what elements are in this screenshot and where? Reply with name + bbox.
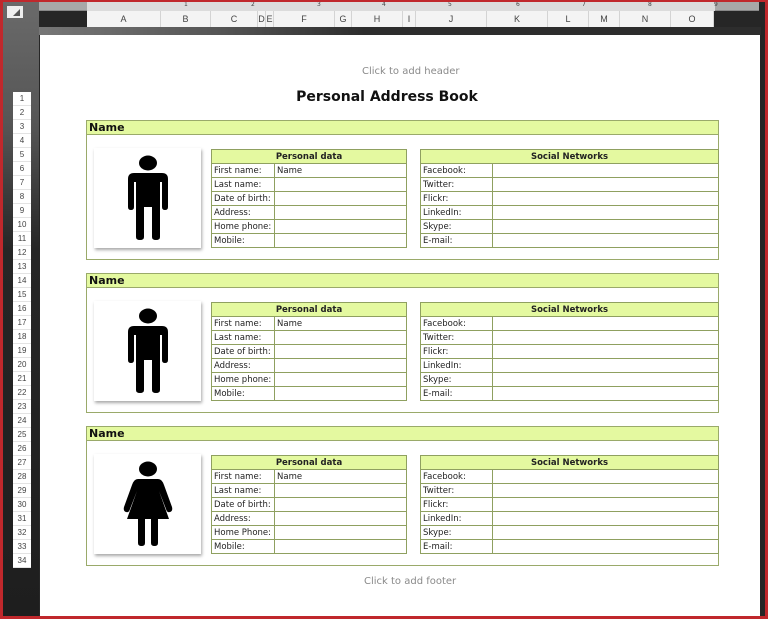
field-label: Address:: [212, 359, 275, 373]
row-header[interactable]: 8: [13, 190, 31, 204]
field-value-cell[interactable]: [275, 387, 407, 401]
field-value-cell[interactable]: [493, 331, 719, 345]
contact-name-bar[interactable]: Name: [87, 274, 718, 288]
table-row: [212, 498, 407, 512]
ruler-number: 3: [317, 1, 321, 8]
table-row: [421, 470, 719, 484]
footer-placeholder[interactable]: Click to add footer: [364, 576, 457, 587]
column-header-n[interactable]: N: [620, 11, 671, 27]
table-row: [212, 526, 407, 540]
field-value-cell[interactable]: [275, 373, 407, 387]
field-value-cell[interactable]: [275, 178, 407, 192]
field-value-cell[interactable]: [493, 540, 719, 554]
field-label: E-mail:: [421, 540, 493, 554]
table-row: [212, 512, 407, 526]
column-header-e[interactable]: E: [266, 11, 274, 27]
table-heading: Social Networks: [421, 456, 719, 470]
column-header-b[interactable]: B: [161, 11, 211, 27]
field-label: First name:: [212, 164, 275, 178]
field-label: Mobile:: [212, 234, 275, 248]
row-header[interactable]: 1: [13, 92, 31, 106]
field-value-cell[interactable]: [275, 331, 407, 345]
field-value-cell[interactable]: Name: [275, 317, 407, 331]
contact-photo[interactable]: [94, 301, 201, 401]
table-row: [212, 317, 407, 331]
row-header[interactable]: 7: [13, 176, 31, 190]
row-headers: [13, 92, 31, 568]
row-header[interactable]: 2: [13, 106, 31, 120]
field-label: Facebook:: [421, 164, 493, 178]
table-row: [212, 470, 407, 484]
table-heading: Personal data: [212, 303, 407, 317]
field-value-cell[interactable]: [275, 220, 407, 234]
field-label: Facebook:: [421, 317, 493, 331]
field-value-cell[interactable]: [275, 192, 407, 206]
column-header-c[interactable]: C: [211, 11, 258, 27]
field-value-cell[interactable]: [275, 512, 407, 526]
field-label: Mobile:: [212, 540, 275, 554]
table-row: [212, 359, 407, 373]
field-value-cell[interactable]: [493, 178, 719, 192]
field-label: Last name:: [212, 178, 275, 192]
table-heading: Social Networks: [421, 303, 719, 317]
row-header[interactable]: 21: [13, 372, 31, 386]
social-networks-table: [420, 149, 719, 248]
field-value-cell[interactable]: [275, 484, 407, 498]
table-row: [421, 373, 719, 387]
header-placeholder[interactable]: Click to add header: [362, 66, 460, 77]
field-value-cell[interactable]: [493, 192, 719, 206]
horizontal-ruler: [39, 2, 759, 11]
field-value-cell[interactable]: [493, 470, 719, 484]
field-label: Last name:: [212, 484, 275, 498]
table-row: [421, 331, 719, 345]
contact-photo[interactable]: [94, 454, 201, 554]
table-row: [212, 206, 407, 220]
personal-data-table: [211, 149, 407, 248]
field-label: Twitter:: [421, 331, 493, 345]
ruler-number: 6: [516, 1, 520, 8]
select-all-button[interactable]: [7, 6, 23, 18]
table-heading: Social Networks: [421, 150, 719, 164]
row-header[interactable]: 9: [13, 204, 31, 218]
row-header[interactable]: 30: [13, 498, 31, 512]
field-value-cell[interactable]: [493, 484, 719, 498]
contact-card: [86, 426, 719, 566]
table-row: [212, 164, 407, 178]
contact-card: [86, 273, 719, 413]
table-row: [212, 540, 407, 554]
table-row: [421, 178, 719, 192]
field-label: First name:: [212, 470, 275, 484]
page-top-margin: [39, 27, 761, 35]
field-label: LinkedIn:: [421, 359, 493, 373]
social-networks-table: [420, 455, 719, 554]
ruler-number: 8: [648, 1, 652, 8]
field-label: E-mail:: [421, 234, 493, 248]
ruler-page-area: [87, 2, 715, 11]
table-row: [212, 220, 407, 234]
column-header-h[interactable]: H: [352, 11, 403, 27]
field-label: Address:: [212, 206, 275, 220]
column-header-i[interactable]: I: [403, 11, 416, 27]
table-row: [421, 206, 719, 220]
field-value-cell[interactable]: [275, 359, 407, 373]
row-header[interactable]: 4: [13, 134, 31, 148]
table-row: [421, 345, 719, 359]
field-value-cell[interactable]: [275, 498, 407, 512]
row-header[interactable]: 10: [13, 218, 31, 232]
field-value-cell[interactable]: [275, 234, 407, 248]
row-header[interactable]: 31: [13, 512, 31, 526]
field-label: Home phone:: [212, 220, 275, 234]
table-row: [421, 387, 719, 401]
field-value-cell[interactable]: [275, 206, 407, 220]
field-label: First name:: [212, 317, 275, 331]
row-header[interactable]: 22: [13, 386, 31, 400]
field-label: E-mail:: [421, 387, 493, 401]
table-row: [212, 345, 407, 359]
row-header[interactable]: 27: [13, 456, 31, 470]
column-header-o[interactable]: O: [671, 11, 714, 27]
male-person-icon: [126, 308, 170, 394]
table-row: [212, 331, 407, 345]
row-header[interactable]: 14: [13, 274, 31, 288]
field-label: Facebook:: [421, 470, 493, 484]
row-header[interactable]: 26: [13, 442, 31, 456]
column-header-l[interactable]: L: [548, 11, 589, 27]
personal-data-table: [211, 302, 407, 401]
field-label: Twitter:: [421, 178, 493, 192]
column-header-f[interactable]: F: [274, 11, 335, 27]
field-value-cell[interactable]: [493, 526, 719, 540]
field-label: Date of birth:: [212, 345, 275, 359]
row-header[interactable]: 32: [13, 526, 31, 540]
ruler-number: 7: [582, 1, 586, 8]
ruler-number: 5: [448, 1, 452, 8]
page-title[interactable]: Personal Address Book: [296, 89, 478, 105]
column-header-j[interactable]: J: [416, 11, 487, 27]
field-value-cell[interactable]: [493, 512, 719, 526]
field-value-cell[interactable]: [275, 526, 407, 540]
contact-card: [86, 120, 719, 260]
column-header-d[interactable]: D: [258, 11, 266, 27]
field-label: Skype:: [421, 220, 493, 234]
row-header[interactable]: 5: [13, 148, 31, 162]
row-header[interactable]: 33: [13, 540, 31, 554]
row-header[interactable]: 28: [13, 470, 31, 484]
field-value-cell[interactable]: [493, 345, 719, 359]
field-value-cell[interactable]: [275, 540, 407, 554]
column-header-a[interactable]: A: [87, 11, 161, 27]
female-person-icon: [122, 461, 174, 547]
field-value-cell[interactable]: Name: [275, 470, 407, 484]
row-header[interactable]: 24: [13, 414, 31, 428]
row-header[interactable]: 11: [13, 232, 31, 246]
field-label: Last name:: [212, 331, 275, 345]
ruler-number: 9: [714, 1, 718, 8]
field-value-cell[interactable]: [275, 345, 407, 359]
row-header[interactable]: 20: [13, 358, 31, 372]
field-label: Flickr:: [421, 345, 493, 359]
table-heading: Personal data: [212, 150, 407, 164]
table-row: [421, 192, 719, 206]
table-row: [212, 373, 407, 387]
contact-name-bar[interactable]: Name: [87, 427, 718, 441]
field-label: Mobile:: [212, 387, 275, 401]
field-label: Flickr:: [421, 498, 493, 512]
table-row: [212, 387, 407, 401]
ruler-number: 4: [382, 1, 386, 8]
row-header[interactable]: 29: [13, 484, 31, 498]
table-row: [421, 359, 719, 373]
table-row: [421, 512, 719, 526]
field-value-cell[interactable]: [493, 234, 719, 248]
row-header[interactable]: 17: [13, 316, 31, 330]
column-header-g[interactable]: G: [335, 11, 352, 27]
field-value-cell[interactable]: Name: [275, 164, 407, 178]
contact-photo[interactable]: [94, 148, 201, 248]
row-header[interactable]: 3: [13, 120, 31, 134]
table-row: [212, 178, 407, 192]
field-label: LinkedIn:: [421, 512, 493, 526]
field-label: Date of birth:: [212, 498, 275, 512]
social-networks-table: [420, 302, 719, 401]
field-label: LinkedIn:: [421, 206, 493, 220]
table-row: [212, 192, 407, 206]
contact-name-bar[interactable]: Name: [87, 121, 718, 135]
field-value-cell[interactable]: [493, 359, 719, 373]
table-row: [421, 220, 719, 234]
field-label: Skype:: [421, 526, 493, 540]
field-label: Home Phone:: [212, 526, 275, 540]
column-header-m[interactable]: M: [589, 11, 620, 27]
row-header[interactable]: 6: [13, 162, 31, 176]
field-value-cell[interactable]: [493, 387, 719, 401]
column-headers: [87, 11, 714, 27]
field-label: Flickr:: [421, 192, 493, 206]
field-value-cell[interactable]: [493, 373, 719, 387]
row-header[interactable]: 25: [13, 428, 31, 442]
field-label: Twitter:: [421, 484, 493, 498]
row-header[interactable]: 19: [13, 344, 31, 358]
table-heading: Personal data: [212, 456, 407, 470]
row-header[interactable]: 13: [13, 260, 31, 274]
column-header-k[interactable]: K: [487, 11, 548, 27]
field-label: Date of birth:: [212, 192, 275, 206]
field-label: Skype:: [421, 373, 493, 387]
table-row: [421, 526, 719, 540]
row-header[interactable]: 23: [13, 400, 31, 414]
table-row: [212, 234, 407, 248]
row-header[interactable]: 18: [13, 330, 31, 344]
table-row: [421, 317, 719, 331]
table-row: [421, 540, 719, 554]
row-header[interactable]: 15: [13, 288, 31, 302]
personal-data-table: [211, 455, 407, 554]
row-header[interactable]: 12: [13, 246, 31, 260]
field-value-cell[interactable]: [493, 164, 719, 178]
table-row: [212, 484, 407, 498]
ruler-number: 1: [184, 1, 188, 8]
field-label: Address:: [212, 512, 275, 526]
table-row: [421, 234, 719, 248]
table-row: [421, 484, 719, 498]
field-label: Home phone:: [212, 373, 275, 387]
field-value-cell[interactable]: [493, 317, 719, 331]
row-header[interactable]: 16: [13, 302, 31, 316]
field-value-cell[interactable]: [493, 206, 719, 220]
field-value-cell[interactable]: [493, 220, 719, 234]
male-person-icon: [126, 155, 170, 241]
table-row: [421, 498, 719, 512]
field-value-cell[interactable]: [493, 498, 719, 512]
row-header[interactable]: 34: [13, 554, 31, 568]
table-row: [421, 164, 719, 178]
ruler-number: 2: [251, 1, 255, 8]
